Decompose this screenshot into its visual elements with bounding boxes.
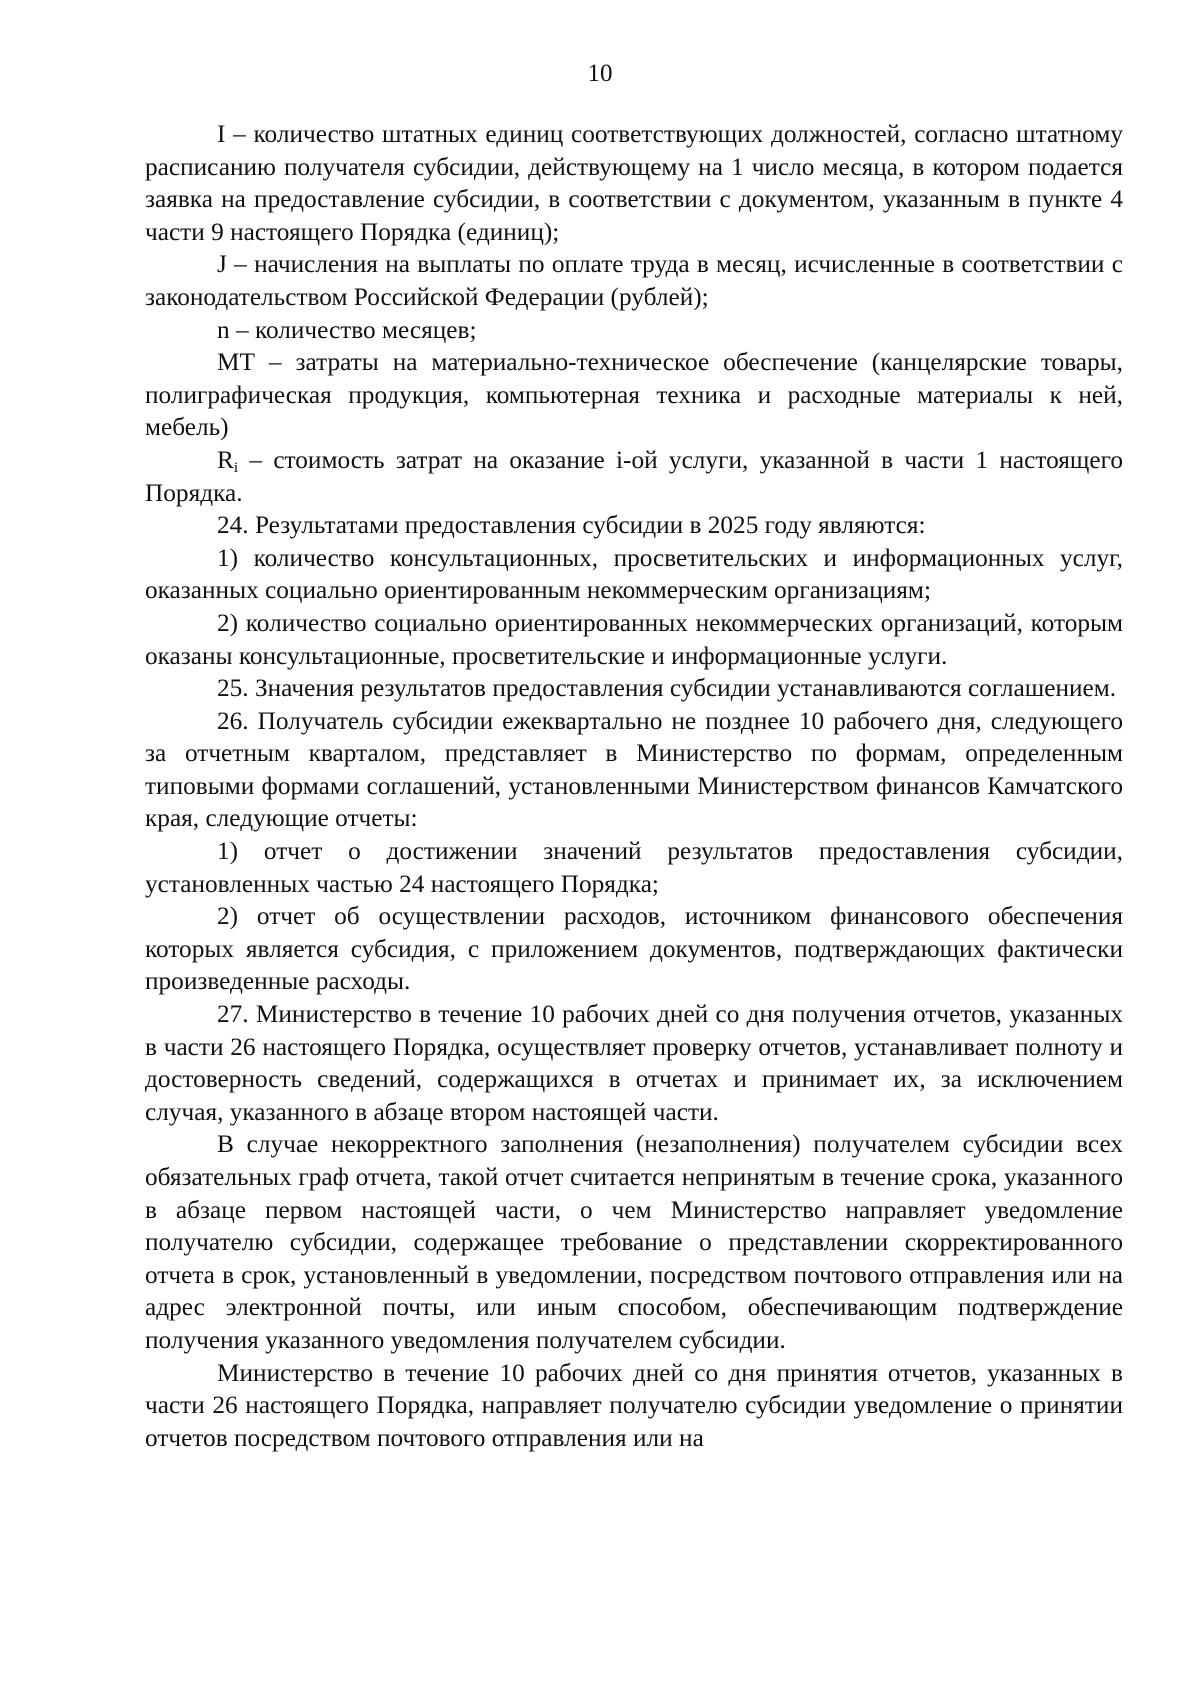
- paragraph-n-definition: n – количество месяцев;: [217, 315, 477, 344]
- page-number: 10: [587, 60, 613, 87]
- paragraph-25: 25. Значения результатов предоставления субсидии устанавливаются соглашением.: [217, 674, 1117, 703]
- paragraph-27-acceptance-notice: Министерство в течение 10 рабочих дней со дня принятия отчетов, указанных в части 26 настоящего Порядка, направляет получателю субсидии уведомление о принятии отчетов посредством почтового отправления или на: [145, 1358, 1123, 1452]
- paragraph-i-definition: I – количество штатных единиц соответствующих должностей, согласно штатному расписанию получателя субсидии, действующему на 1 число месяца, в котором подается заявка на предоставление субсидии, в соответствии с документом, указанным в пункте 4 части 9 настоящего Порядка (единиц);: [145, 120, 1123, 246]
- paragraph-26: 26. Получатель субсидии ежеквартально не позднее 10 рабочего дня, следующего за отчетным кварталом, представляет в Министерство по формам, определенным типовыми формами соглашений, установленными Министерством финансов Камчатского края, следующие отчеты:: [145, 706, 1123, 833]
- ri-symbol: R: [217, 445, 234, 474]
- paragraph-ri-definition: [145, 444, 1123, 509]
- ri-definition-text: – стоимость затрат на оказание i-ой услуги, указанной в части 1 настоящего Порядка.: [145, 445, 1124, 507]
- paragraph-27-incorrect-filling: В случае некорректного заполнения (незаполнения) получателем субсидии всех обязательных граф отчета, такой отчет считается непринятым в течение срока, указанного в абзаце первом настоящей части, о чем Министерство направляет уведомление получателю субсидии, содержащее требование о представлении скорректированного отчета в срок, установленный в уведомлении, посредством почтового отправления или на адрес электронной почты, или иным способом, обеспечивающим подтверждение получения указанного уведомления получателем субсидии.: [145, 1130, 1123, 1354]
- paragraph-mt-definition: МТ – затраты на материально-техническое обеспечение (канцелярские товары, полиграфическая продукция, компьютерная техника и расходные материалы к ней, мебель): [145, 348, 1123, 442]
- paragraph-24: 24. Результатами предоставления субсидии в 2025 году являются:: [217, 511, 926, 540]
- paragraph-27: 27. Министерство в течение 10 рабочих дней со дня получения отчетов, указанных в части 26 настоящего Порядка, осуществляет проверку отчетов, устанавливает полноту и достоверность сведений, содержащихся в отчетах и принимает их, за исключением случая, указанного в абзаце втором настоящей части.: [145, 1000, 1123, 1126]
- paragraph-26-item-2: 2) отчет об осуществлении расходов, источником финансового обеспечения которых является субсидия, с приложением документов, подтверждающих фактически произведенные расходы.: [145, 902, 1123, 996]
- paragraph-26-item-1: 1) отчет о достижении значений результатов предоставления субсидии, установленных частью 24 настоящего Порядка;: [145, 837, 1123, 898]
- paragraph-24-item-2: 2) количество социально ориентированных некоммерческих организаций, которым оказаны консультационные, просветительские и информационные услуги.: [145, 608, 1123, 670]
- paragraph-j-definition: J – начисления на выплаты по оплате труда в месяц, исчисленные в соответствии с законодательством Российской Федерации (рублей);: [145, 250, 1123, 311]
- ri-subscript: i: [233, 458, 239, 476]
- document-body: [145, 118, 1123, 1454]
- paragraph-24-item-1: 1) количество консультационных, просветительских и информационных услуг, оказанных социально ориентированным некоммерческим организациям;: [145, 543, 1123, 605]
